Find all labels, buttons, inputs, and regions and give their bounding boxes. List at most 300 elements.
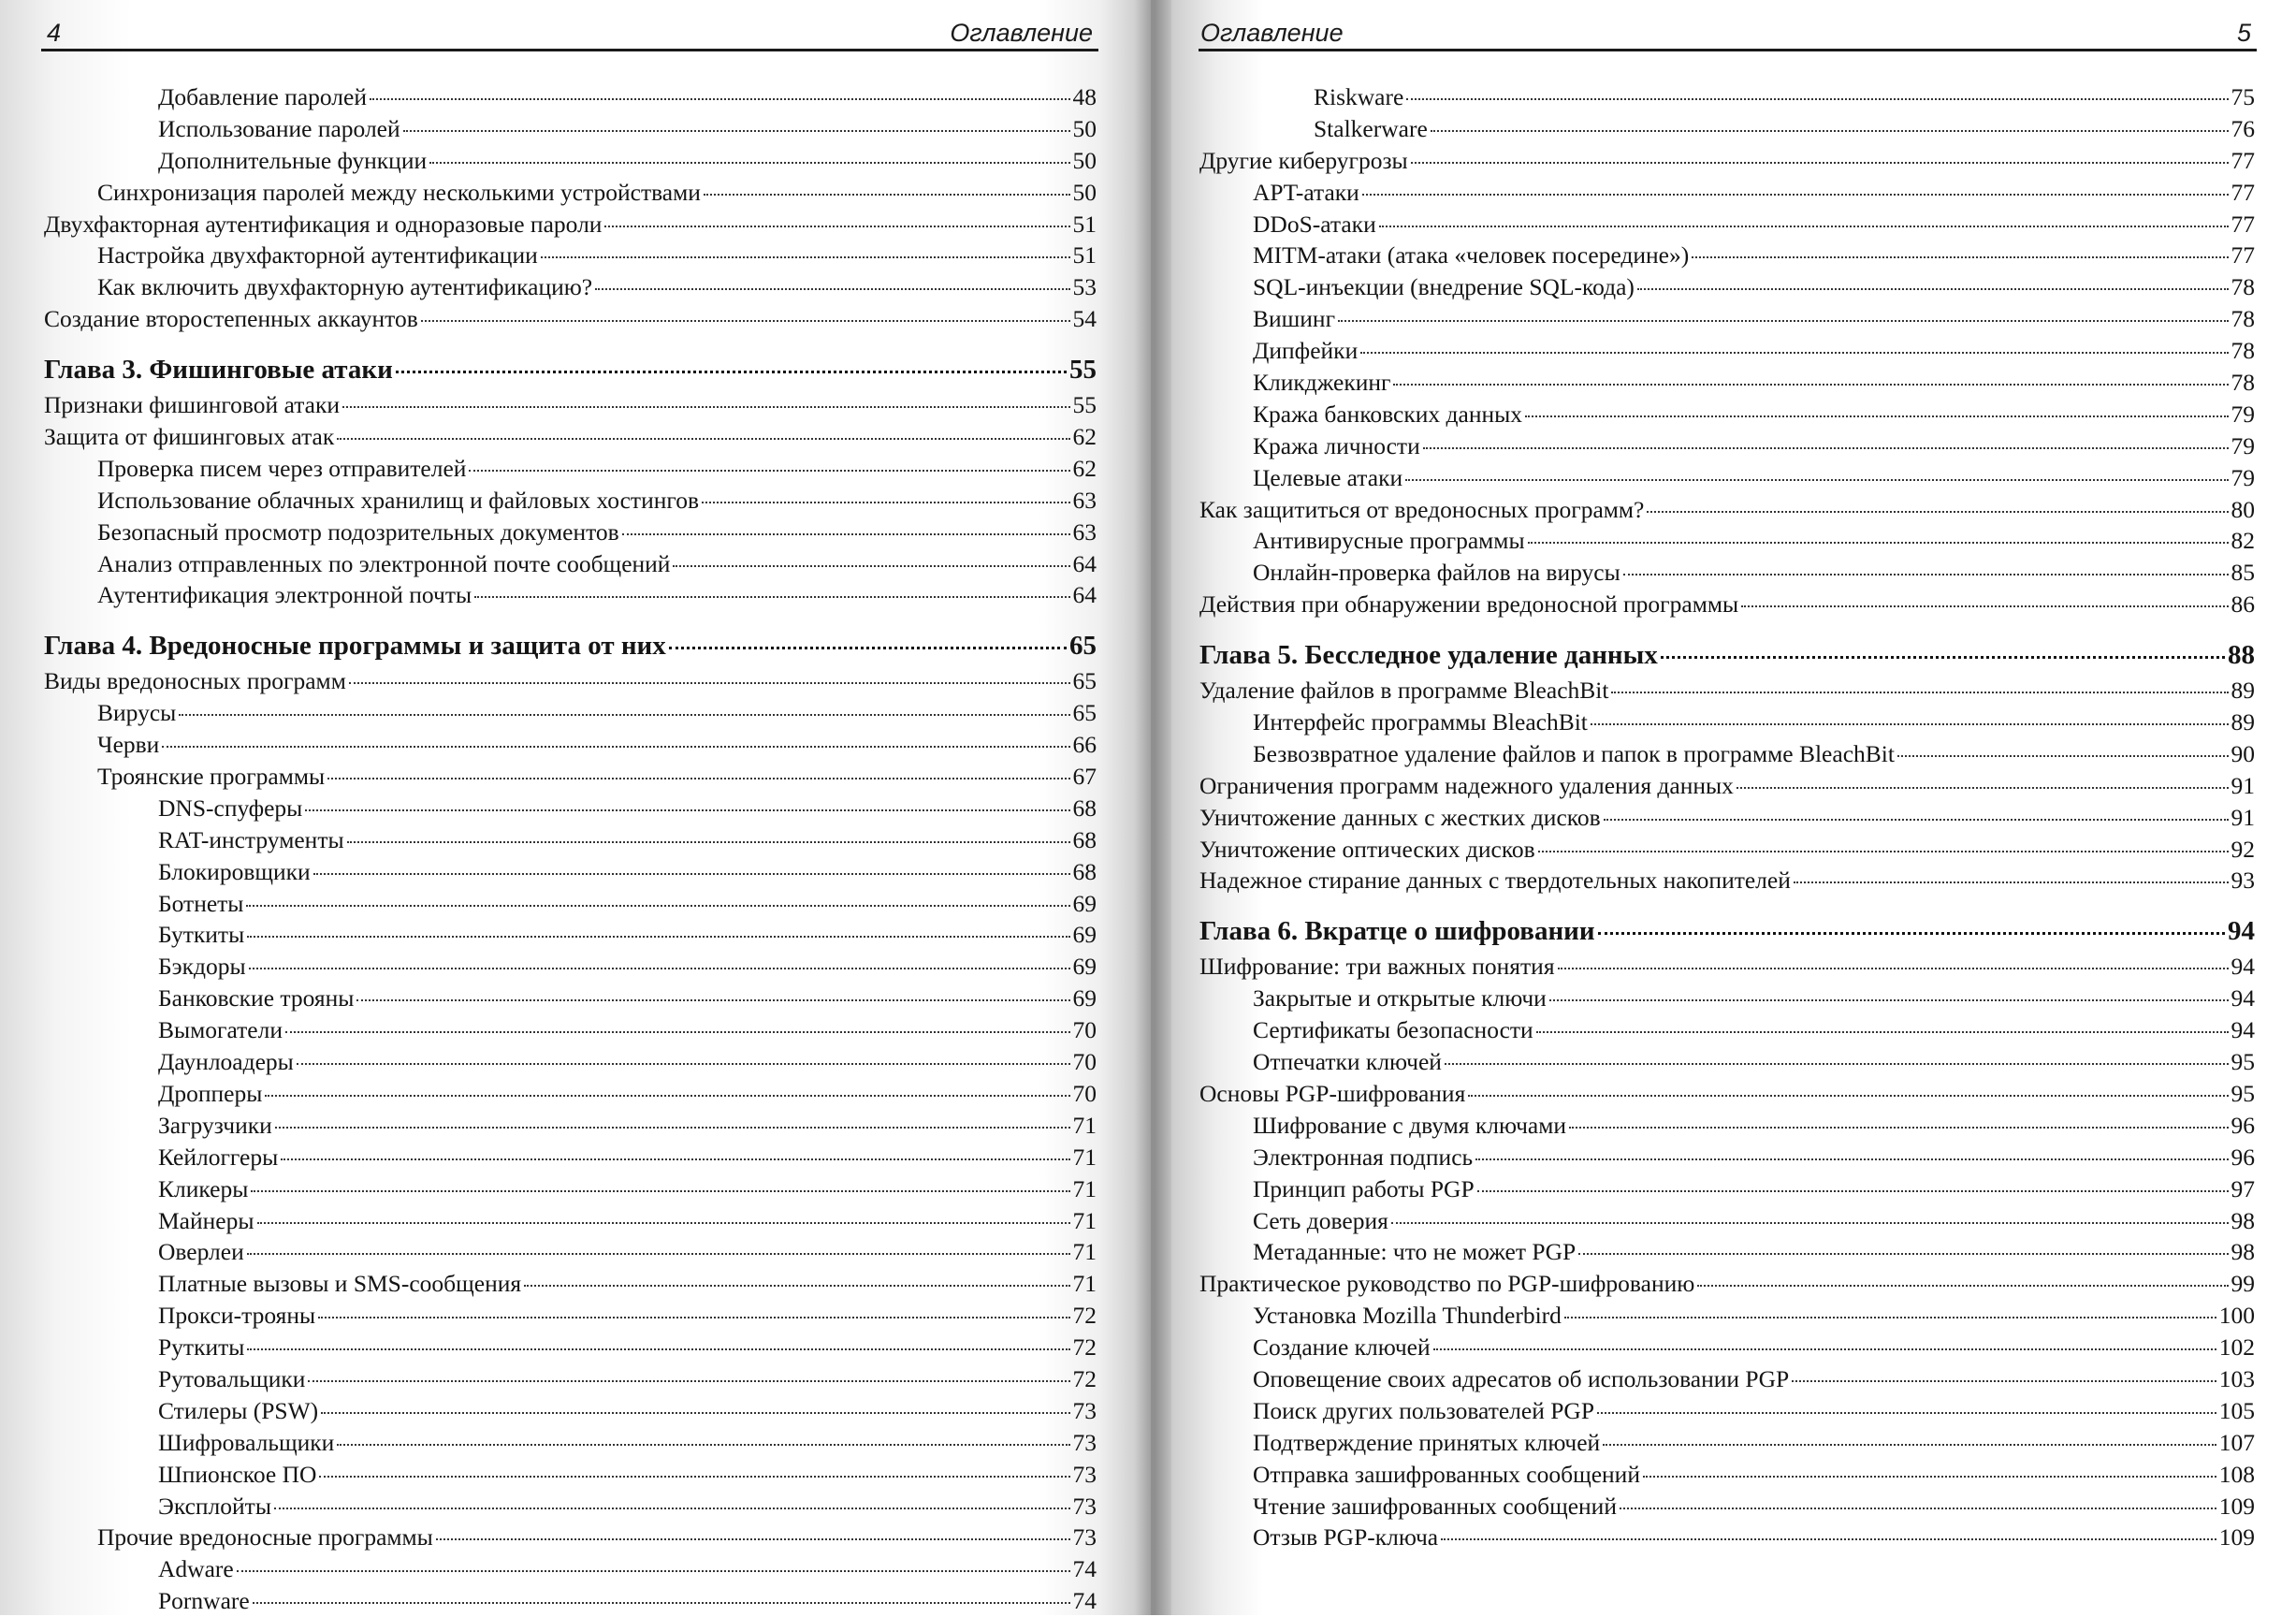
toc-entry [1199,951,2255,983]
toc-entry-title: Защита от фишинговых атак [44,423,335,451]
toc-entry-page: 99 [2231,1270,2255,1298]
toc-entry-title: Отпечатки ключей [1253,1048,1442,1076]
left-page-header [41,15,1098,51]
toc-entry-page: 65 [1069,631,1097,662]
toc-entry-title: Создание ключей [1253,1333,1431,1362]
dot-leader [281,1158,1069,1160]
toc-entry-title: Интерфейс программы BleachBit [1253,708,1588,736]
toc-entry-title: Уничтожение данных с жестких дисков [1199,803,1601,831]
toc-entry-page: 63 [1072,517,1097,546]
dot-leader [1393,384,2228,386]
dot-leader [249,968,1070,969]
dot-leader [179,714,1069,716]
toc-entry-page: 86 [2231,590,2255,619]
dot-leader [319,1476,1069,1478]
toc-entry-page: 93 [2231,867,2255,895]
toc-entry [44,389,1097,421]
toc-entry [44,1014,1097,1046]
toc-entry-page: 62 [1072,423,1097,451]
toc-entry-title: Кража банковских данных [1253,400,1523,428]
dot-leader [421,320,1070,322]
toc-entry-title: Анализ отправленных по электронной почте сообщений [97,549,671,577]
toc-entry-title: Сертификаты безопасности [1253,1016,1533,1044]
toc-entry [1199,865,2255,896]
toc-entry-page: 69 [1072,889,1097,917]
toc-entry-title: Троянские программы [97,763,326,791]
dot-leader [342,406,1069,408]
dot-leader [604,226,1069,227]
toc-entry [1199,1173,2255,1205]
toc-entry-title: Проверка писем через отправителей [97,454,467,482]
dot-leader [1792,1380,2216,1382]
toc-entry-title: Метаданные: что не может PGP [1253,1238,1577,1266]
toc-entry-page: 69 [1072,953,1097,981]
toc-entry-title: Стилеры (PSW) [158,1396,319,1424]
toc-entry-page: 68 [1072,857,1097,885]
toc-entry [44,240,1097,271]
dot-leader [356,999,1069,1001]
toc-entry-page: 102 [2218,1333,2255,1362]
dot-leader [1525,415,2228,417]
toc-entry [44,1585,1097,1617]
toc-entry [1199,834,2255,866]
toc-entry-page: 63 [1072,486,1097,514]
dot-leader [253,1602,1070,1604]
toc-entry-page: 89 [2231,677,2255,705]
toc-entry-page: 89 [2231,708,2255,736]
toc-entry-title: Безвозвратное удаление файлов и папок в программе BleachBit [1253,739,1895,767]
toc-entry-page: 94 [2231,1016,2255,1044]
toc-entry-title: Как защититься от вредоносных программ? [1199,495,1645,523]
toc-entry-page: 68 [1072,794,1097,822]
toc-entry [44,177,1097,209]
toc-entry-page: 95 [2231,1079,2255,1107]
toc-entry [44,1491,1097,1522]
toc-entry-page: 74 [1072,1587,1097,1615]
toc-entry [44,729,1097,761]
dot-leader [1475,1158,2228,1160]
toc-entry-title: MITM-атаки (атака «человек посередине») [1253,241,1690,270]
toc-entry-page: 82 [2231,527,2255,555]
toc-entry-title: Вишинг [1253,305,1336,333]
toc-entry [44,1173,1097,1205]
toc-entry-page: 74 [1072,1555,1097,1583]
chapter-entry [44,628,1097,664]
toc-entry-page: 72 [1072,1333,1097,1362]
toc-entry-page: 97 [2231,1174,2255,1202]
toc-entry [1199,675,2255,707]
toc-entry [44,793,1097,824]
dot-leader [1794,881,2229,883]
toc-entry-title: Прокси-трояны [158,1302,316,1330]
toc-entry-title: Кликеры [158,1174,249,1202]
toc-entry-page: 71 [1072,1143,1097,1171]
toc-entry-title: Поиск других пользователей PGP [1253,1396,1595,1424]
toc-entry-title: Настройка двухфакторной аутентификации [97,241,538,270]
toc-entry-page: 72 [1072,1364,1097,1392]
toc-entry-page: 70 [1072,1016,1097,1044]
toc-entry-page: 79 [2231,463,2255,491]
toc-entry-page: 77 [2231,241,2255,270]
toc-entry-page: 94 [2231,984,2255,1012]
toc-entry [44,1300,1097,1332]
toc-entry-page: 90 [2231,739,2255,767]
dot-leader [1692,256,2228,258]
dot-leader [251,1190,1069,1192]
toc-entry-title: SQL-инъекции (внедрение SQL-кода) [1253,273,1635,301]
toc-entry-title: Банковские трояны [158,984,355,1012]
toc-entry-title: Шифрование: три важных понятия [1199,953,1555,981]
dot-leader [1477,1190,2229,1192]
dot-leader [469,470,1069,472]
toc-entry-title: Черви [97,731,160,759]
toc-entry [1199,1110,2255,1142]
toc-entry [44,1553,1097,1585]
dot-leader [1362,194,2229,196]
dot-leader [1897,755,2229,757]
chapter-entry [1199,913,2255,950]
toc-entry [1199,113,2255,145]
toc-entry-page: 105 [2218,1396,2255,1424]
toc-entry [1199,1046,2255,1078]
toc-entry-title: Дипфейки [1253,337,1359,365]
dot-leader [1379,226,2229,227]
dot-leader [305,809,1069,811]
toc-entry-page: 88 [2228,640,2255,671]
toc-entry-title: Ботнеты [158,889,244,917]
dot-leader [1598,932,2225,935]
toc-entry-title: Признаки фишинговой атаки [44,391,341,419]
toc-entry-page: 66 [1072,731,1097,759]
toc-entry-title: Шифровальщики [158,1428,335,1456]
dot-leader [673,565,1069,567]
toc-entry [1199,738,2255,770]
toc-entry [1199,303,2255,335]
running-title: Оглавление [950,19,1093,47]
toc-entry-page: 77 [2231,178,2255,206]
toc-entry-title: Установка Mozilla Thunderbird [1253,1302,1562,1330]
toc-entry-page: 54 [1072,305,1097,333]
dot-leader [313,873,1070,875]
toc-entry-title: Аутентификация электронной почты [97,581,472,609]
dot-leader [318,1317,1069,1318]
toc-entry-page: 79 [2231,400,2255,428]
toc-entry-title: Дропперы [158,1079,263,1107]
toc-entry-title: Принцип работы PGP [1253,1174,1475,1202]
toc-entry-title: Pornware [158,1587,250,1615]
toc-entry [1199,802,2255,834]
dot-leader [1647,511,2228,513]
dot-leader [1604,819,2229,821]
toc-entry [44,485,1097,517]
toc-entry-page: 78 [2231,305,2255,333]
toc-entry [44,421,1097,453]
page-number: 4 [47,19,62,47]
dot-leader [285,1031,1070,1033]
dot-leader [247,1253,1070,1255]
dot-leader [1536,1031,2229,1033]
toc-entry [44,951,1097,983]
dot-leader [247,936,1069,938]
dot-leader [1578,1253,2228,1255]
toc-entry-page: 91 [2231,803,2255,831]
toc-entry [1199,271,2255,303]
toc-entry-page: 73 [1072,1460,1097,1488]
dot-leader [704,194,1070,196]
dot-leader [1697,1285,2228,1287]
toc-entry-title: Виды вредоносных программ [44,667,346,695]
toc-entry [1199,177,2255,209]
toc-entry-title: Кража личности [1253,431,1420,459]
dot-leader [1411,162,2229,164]
toc-entry-page: 62 [1072,454,1097,482]
toc-entry-page: 107 [2218,1428,2255,1456]
toc-entry [44,1395,1097,1427]
toc-entry [44,1268,1097,1300]
toc-entry [1199,525,2255,557]
toc-entry-title: DNS-спуферы [158,794,303,822]
dot-leader [1538,851,2229,852]
toc-entry-title: Онлайн-проверка файлов на вирусы [1253,559,1620,587]
toc-entry-title: Вымогатели [158,1016,283,1044]
toc-entry-page: 71 [1072,1270,1097,1298]
toc-entry-title: Действия при обнаружении вредоносной программы [1199,590,1739,619]
dot-leader [1661,656,2225,659]
toc-entry [1199,589,2255,620]
toc-entry [1199,557,2255,589]
toc-entry-title: DDoS-атаки [1253,210,1376,238]
toc-entry-page: 95 [2231,1048,2255,1076]
dot-leader [265,1095,1069,1097]
dot-leader [1423,447,2229,449]
dot-leader [321,1412,1069,1414]
dot-leader [1558,968,2229,969]
table-of-contents-right [1199,81,2255,1553]
toc-entry-title: Целевые атаки [1253,463,1403,491]
toc-entry-title: Отзыв PGP-ключа [1253,1523,1439,1551]
toc-entry-title: Буткиты [158,921,245,949]
toc-entry-page: 94 [2231,953,2255,981]
toc-entry [44,1205,1097,1237]
toc-entry [1199,1332,2255,1363]
toc-entry-title: Оповещение своих адресатов об использовании PGP [1253,1364,1790,1392]
toc-entry-title: Безопасный просмотр подозрительных документов [97,517,619,546]
dot-leader [702,502,1070,503]
toc-entry [1199,209,2255,240]
dot-leader [622,533,1070,535]
toc-entry [1199,1236,2255,1268]
toc-entry-title: Добавление паролей [158,83,367,110]
toc-entry [44,81,1097,113]
toc-entry-page: 96 [2231,1111,2255,1139]
dot-leader [1737,787,2229,789]
toc-entry [44,548,1097,580]
toc-entry [44,1427,1097,1459]
toc-entry [1199,1014,2255,1046]
toc-entry-title: Уничтожение оптических дисков [1199,835,1535,863]
dot-leader [1441,1538,2216,1540]
toc-entry [1199,145,2255,177]
toc-entry-page: 100 [2218,1302,2255,1330]
toc-entry-title: Глава 4. Вредоносные программы и защита от них [44,631,666,662]
toc-entry-title: Бэкдоры [158,953,246,981]
toc-entry-page: 92 [2231,835,2255,863]
toc-entry-title: Дополнительные функции [158,146,428,174]
toc-entry [1199,1363,2255,1395]
toc-entry-page: 85 [2231,559,2255,587]
dot-leader [1406,98,2228,100]
dot-leader [337,438,1069,440]
toc-entry [44,824,1097,856]
toc-entry [1199,399,2255,430]
toc-entry [1199,1427,2255,1459]
toc-entry-page: 70 [1072,1048,1097,1076]
toc-entry-page: 73 [1072,1428,1097,1456]
dot-leader [1741,605,2228,607]
toc-entry-title: Adware [158,1555,234,1583]
toc-entry-page: 51 [1072,210,1097,238]
toc-entry-page: 76 [2231,114,2255,142]
dot-leader [274,1508,1070,1509]
toc-entry-page: 94 [2228,916,2255,947]
toc-entry-title: Отправка зашифрованных сообщений [1253,1460,1640,1488]
toc-entry-page: 72 [1072,1302,1097,1330]
toc-entry-page: 65 [1072,699,1097,727]
dot-leader [1620,1508,2216,1509]
dot-leader [1549,999,2229,1001]
toc-entry-title: Глава 6. Вкратце о шифровании [1199,916,1595,947]
toc-entry-title: Даунлоадеры [158,1048,294,1076]
dot-leader [1360,352,2228,354]
toc-entry-page: 98 [2231,1238,2255,1266]
table-of-contents-left [44,81,1097,1617]
toc-entry [1199,240,2255,271]
toc-entry-title: Оверлеи [158,1238,244,1266]
dot-leader [669,647,1067,649]
dot-leader [337,1444,1069,1446]
toc-entry-title: Кликджекинг [1253,369,1391,397]
dot-leader [1597,1412,2216,1414]
toc-entry [44,113,1097,145]
toc-entry-title: Эксплойты [158,1492,271,1520]
dot-leader [1643,1476,2216,1478]
dot-leader [429,162,1069,164]
toc-entry-title: Руткиты [158,1333,245,1362]
dot-leader [1623,574,2229,575]
toc-entry [1199,494,2255,526]
dot-leader [1445,1063,2229,1065]
toc-entry-page: 68 [1072,825,1097,853]
toc-entry [44,761,1097,793]
toc-entry [44,579,1097,611]
toc-entry [44,271,1097,303]
toc-entry [1199,367,2255,399]
toc-entry [44,145,1097,177]
dot-leader [1338,320,2228,322]
toc-entry-page: 53 [1072,273,1097,301]
toc-entry [44,665,1097,697]
toc-entry [1199,1459,2255,1491]
dot-leader [1528,542,2229,544]
toc-entry [44,983,1097,1014]
dot-leader [1637,288,2229,290]
dot-leader [541,256,1070,258]
dot-leader [1405,479,2228,481]
toc-entry [44,1363,1097,1395]
toc-entry-title: Создание второстепенных аккаунтов [44,305,418,333]
running-title: Оглавление [1200,19,1344,47]
toc-entry-page: 69 [1072,984,1097,1012]
toc-entry [1199,707,2255,738]
dot-leader [347,841,1070,843]
toc-entry [44,1078,1097,1110]
toc-entry [44,697,1097,729]
toc-entry [44,1332,1097,1363]
toc-entry-title: Использование паролей [158,114,400,142]
dot-leader [595,288,1069,290]
toc-entry-title: Stalkerware [1314,114,1428,142]
toc-entry-page: 64 [1072,549,1097,577]
toc-entry-page: 64 [1072,581,1097,609]
toc-entry-title: Глава 5. Бесследное удаление данных [1199,640,1658,671]
toc-entry-title: Шпионское ПО [158,1460,317,1488]
toc-entry-page: 77 [2231,146,2255,174]
dot-leader [327,778,1069,779]
toc-entry-title: Использование облачных хранилищ и файловых хостингов [97,486,699,514]
toc-entry [1199,1268,2255,1300]
page-number: 5 [2236,19,2251,47]
toc-entry [44,919,1097,951]
toc-entry-title: Прочие вредоносные программы [97,1523,433,1551]
toc-entry-page: 80 [2231,495,2255,523]
toc-entry-title: Подтверждение принятых ключей [1253,1428,1601,1456]
toc-entry-page: 109 [2218,1492,2255,1520]
toc-entry-title: Вирусы [97,699,177,727]
toc-entry-title: Глава 3. Фишинговые атаки [44,355,393,386]
toc-entry [1199,430,2255,462]
dot-leader [1611,692,2228,693]
toc-entry-title: Шифрование с двумя ключами [1253,1111,1567,1139]
dot-leader [1591,723,2229,725]
toc-entry-title: Другие киберугрозы [1199,146,1408,174]
toc-entry-page: 48 [1072,83,1097,110]
dot-leader [1431,130,2229,132]
toc-entry [1199,1491,2255,1522]
toc-entry [1199,1142,2255,1173]
toc-entry [44,303,1097,335]
toc-entry-page: 75 [2231,83,2255,110]
toc-entry [1199,770,2255,802]
toc-entry-page: 50 [1072,114,1097,142]
dot-leader [1433,1348,2216,1350]
toc-entry [44,1522,1097,1553]
toc-entry [44,888,1097,920]
toc-entry-title: Блокировщики [158,857,311,885]
dot-leader [1391,1222,2229,1224]
toc-entry-page: 91 [2231,771,2255,799]
dot-leader [162,746,1069,748]
toc-entry [44,209,1097,240]
toc-entry [44,453,1097,485]
toc-entry-title: Майнеры [158,1206,254,1234]
toc-entry-page: 77 [2231,210,2255,238]
toc-entry [44,1046,1097,1078]
toc-entry-title: Сеть доверия [1253,1206,1388,1234]
toc-entry-page: 78 [2231,273,2255,301]
dot-leader [237,1570,1070,1572]
toc-entry [44,1236,1097,1268]
toc-entry-page: 109 [2218,1523,2255,1551]
